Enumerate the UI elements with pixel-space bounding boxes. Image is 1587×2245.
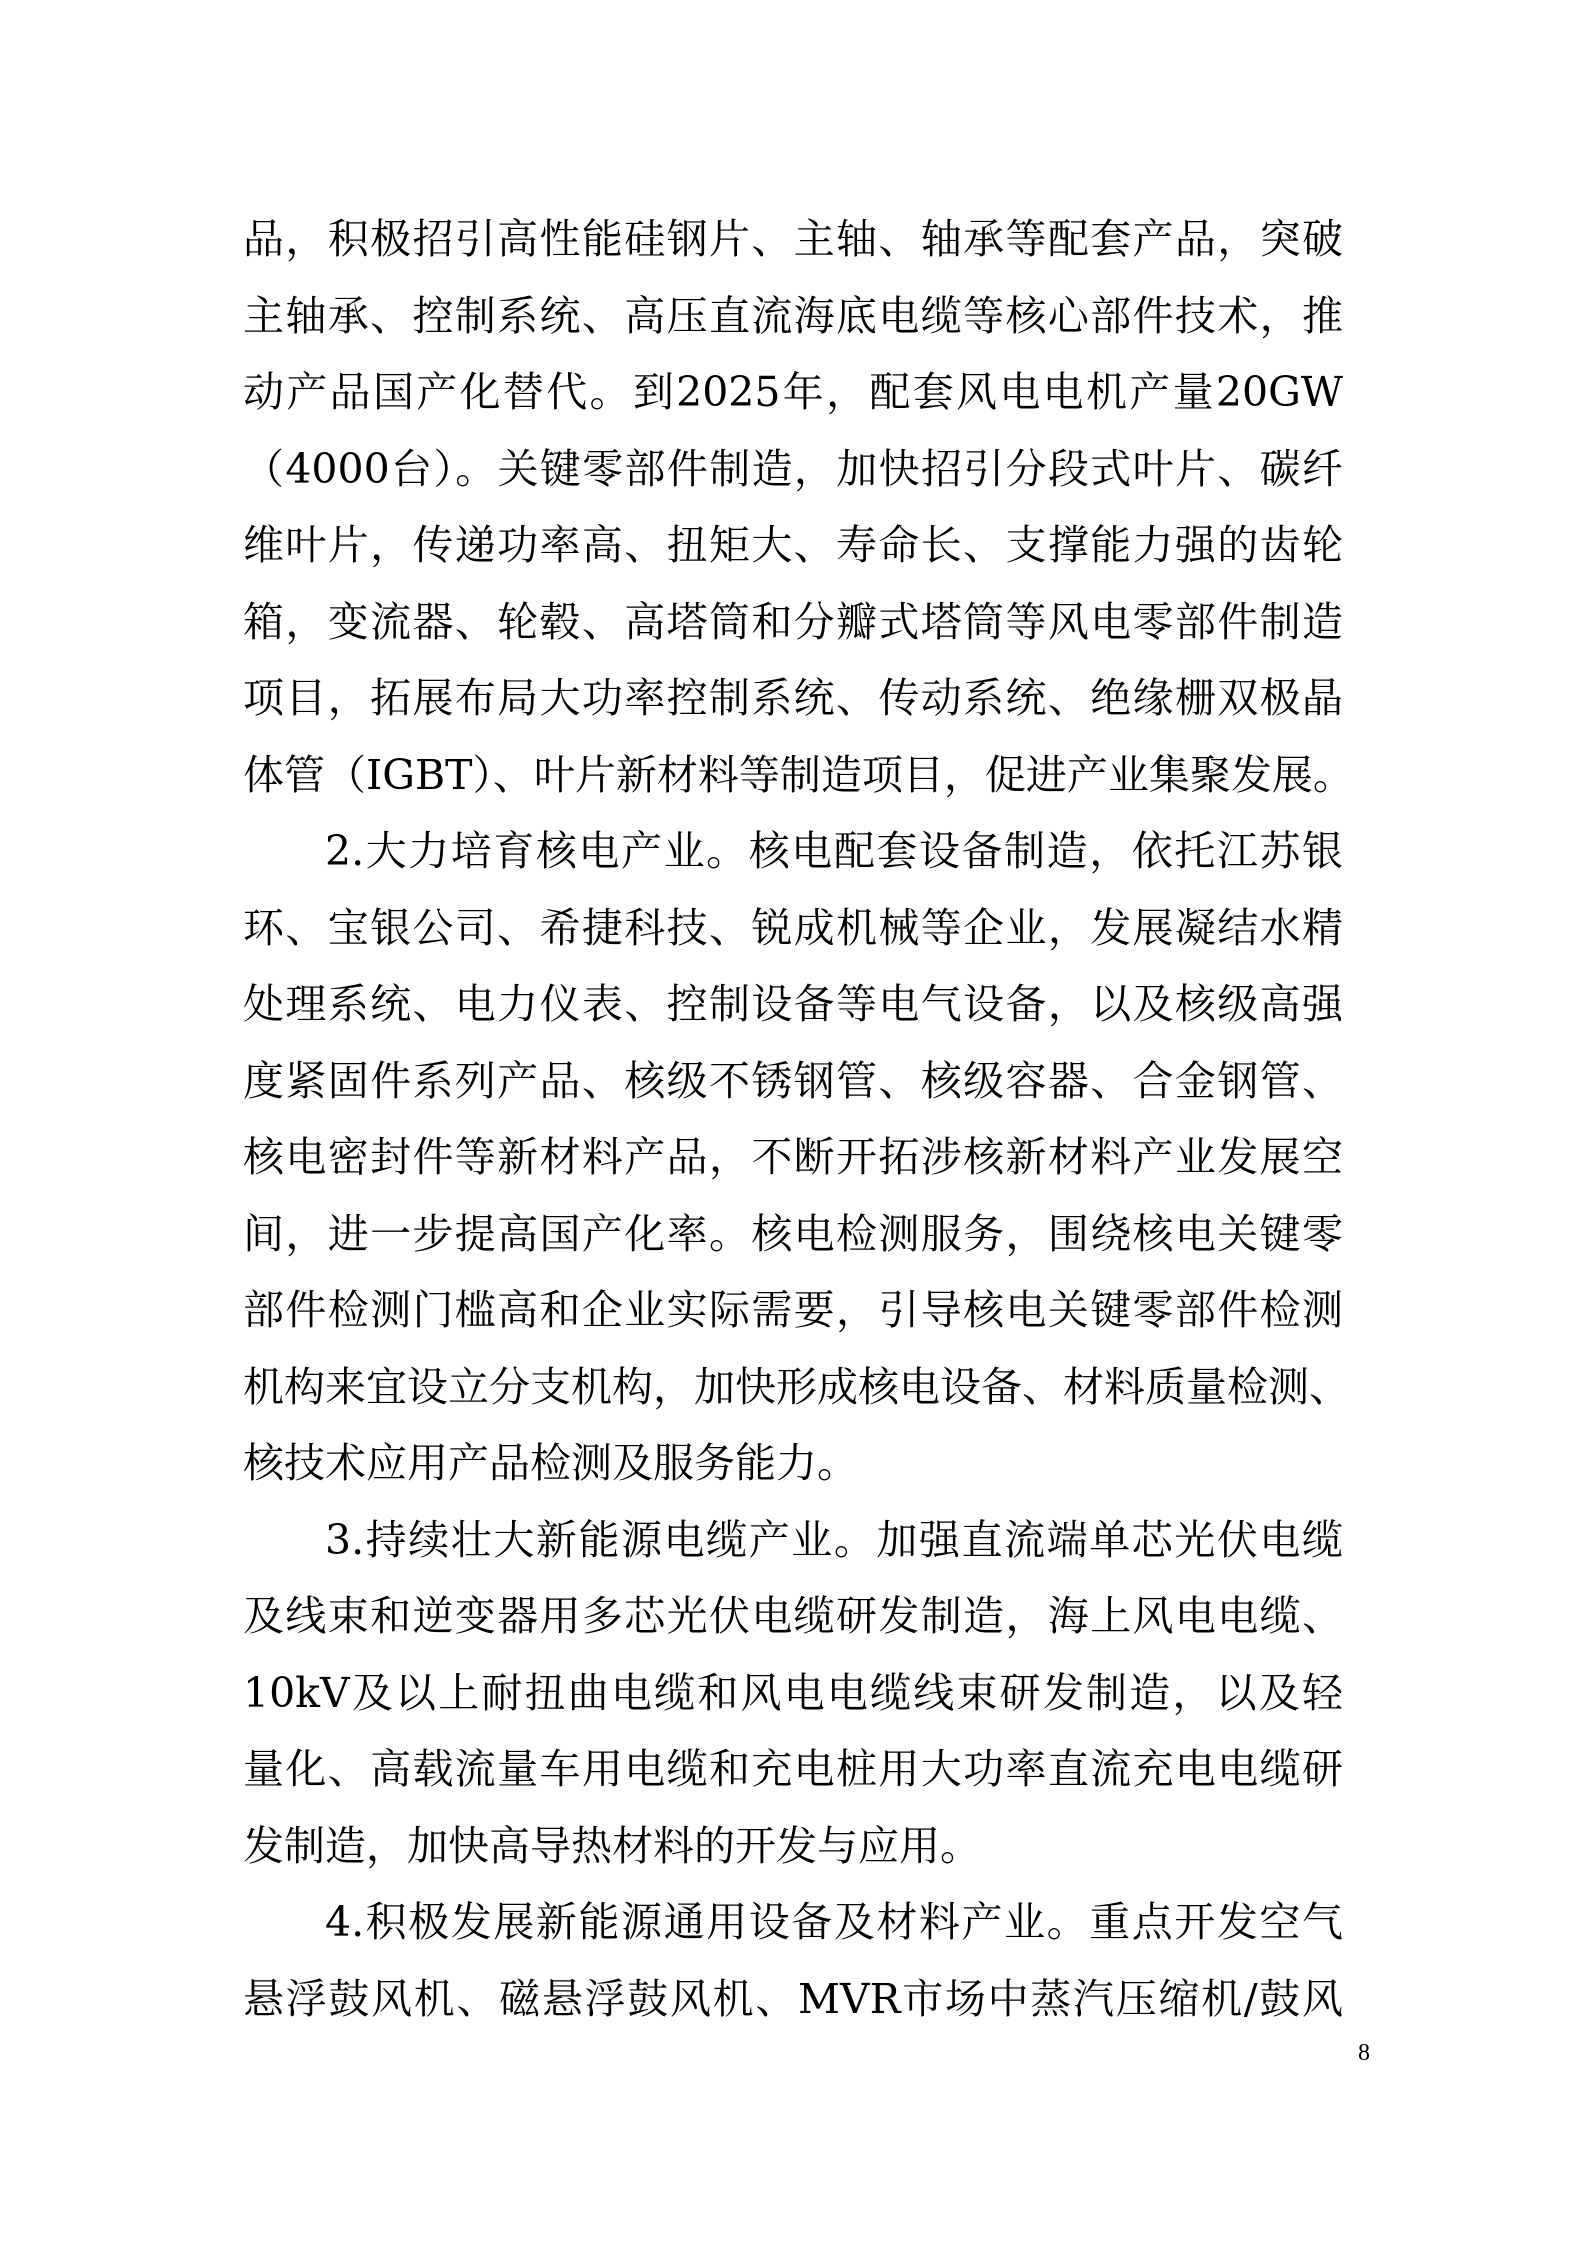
text-line: 核技术应用产品检测及服务能力。: [243, 1439, 858, 1487]
text-line: 动产品国产化替代。到2025年，配套风电电机产量20GW: [243, 368, 1343, 416]
text-line: 箱，变流器、轮毂、高塔筒和分瓣式塔筒等风电零部件制造: [243, 597, 1343, 646]
text-line: 及线束和逆变器用多芯光伏电缆研发制造，海上风电电缆、: [243, 1592, 1343, 1640]
paragraph-first-line: 3.持续壮大新能源电缆产业。加强直流端单芯光伏电缆: [325, 1515, 1343, 1564]
text-line: 环、宝银公司、希捷科技、锐成机械等企业，发展凝结水精: [243, 903, 1343, 952]
text-line: （4000台）。关键零部件制造，加快招引分段式叶片、碳纤: [243, 444, 1343, 493]
text-line: 品，积极招引高性能硅钢片、主轴、轴承等配套产品，突破: [243, 215, 1343, 263]
text-line: 主轴承、控制系统、高压直流海底电缆等核心部件技术，推: [243, 291, 1343, 340]
text-line: 体管（IGBT）、叶片新材料等制造项目，促进产业集聚发展。: [243, 750, 1354, 799]
paragraph-first-line: 2.大力培育核电产业。核电配套设备制造，依托江苏银: [325, 827, 1343, 875]
text-line: 部件检测门槛高和企业实际需要，引导核电关键零部件检测: [243, 1286, 1343, 1334]
text-line: 处理系统、电力仪表、控制设备等电气设备，以及核级高强: [243, 980, 1343, 1028]
text-line: 量化、高载流量车用电缆和充电桩用大功率直流充电电缆研: [243, 1745, 1343, 1793]
text-line: 项目，拓展布局大功率控制系统、传动系统、绝缘栅双极晶: [243, 674, 1343, 722]
text-line: 机构来宜设立分支机构，加快形成核电设备、材料质量检测、: [243, 1362, 1350, 1411]
paragraph-general-equipment: [243, 1884, 1343, 2037]
paragraph-first-line: 4.积极发展新能源通用设备及材料产业。重点开发空气: [325, 1898, 1343, 1946]
text-line: 核电密封件等新材料产品，不断开拓涉核新材料产业发展空: [243, 1133, 1343, 1181]
text-line: 发制造，加快高导热材料的开发与应用。: [243, 1821, 981, 1870]
text-line: 度紧固件系列产品、核级不锈钢管、核级容器、合金钢管、: [243, 1056, 1343, 1105]
text-line: 维叶片，传递功率高、扭矩大、寿命长、支撑能力强的齿轮: [243, 521, 1343, 569]
paragraph-nuclear-power: [243, 813, 1350, 1502]
paragraph-continuation: [243, 201, 1354, 813]
document-body: [243, 201, 1354, 2037]
text-line: 悬浮鼓风机、磁悬浮鼓风机、MVR市场中蒸汽压缩机/鼓风: [243, 1974, 1343, 2023]
page-number: 8: [1358, 2040, 1370, 2066]
paragraph-new-energy-cable: [243, 1502, 1343, 1885]
text-line: 间，进一步提高国产化率。核电检测服务，围绕核电关键零: [243, 1209, 1343, 1258]
text-line: 10kV及以上耐扭曲电缆和风电电缆线束研发制造，以及轻: [243, 1668, 1343, 1717]
